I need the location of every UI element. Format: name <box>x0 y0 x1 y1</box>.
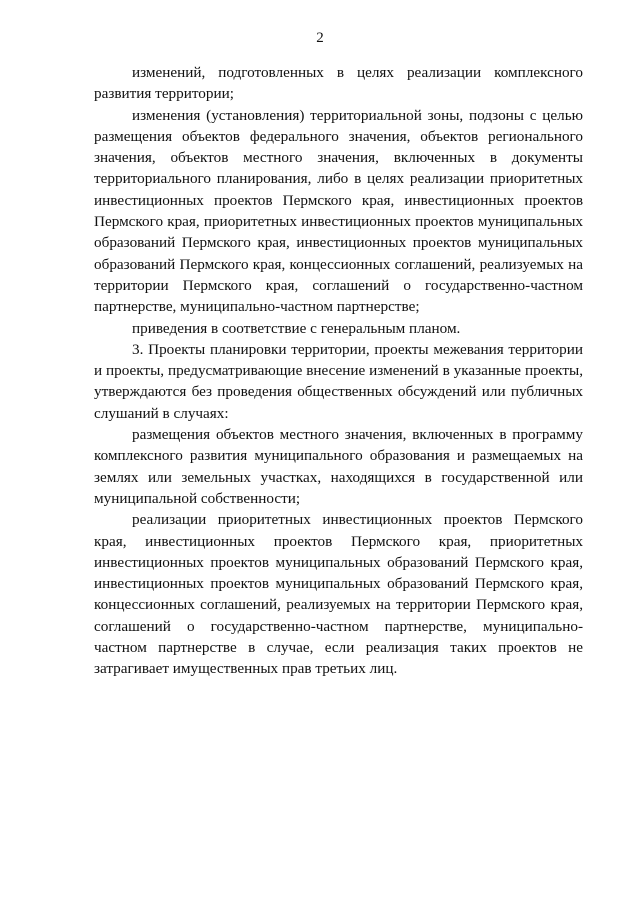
paragraph-continuation: изменений, подготовленных в целях реализации комплексного развития территории; <box>94 64 583 103</box>
paragraph-section-3: 3. Проекты планировки территории, проекты межевания территории и проекты, предусматривающие внесение изменений в указанные проекты, утверждаются без проведения общественных обсуждений или публичных слушаний в случаях: <box>94 340 583 422</box>
paragraph-general-plan: приведения в соответствие с генеральным планом. <box>132 319 461 337</box>
paragraph-local-objects: размещения объектов местного значения, включенных в программу комплексного развития муниципального образования и размещаемых на землях или земельных участках, находящихся в государственной или муниципальной собственности; <box>94 426 583 507</box>
paragraph-zone-change: изменения (установления) территориальной зоны, подзоны с целью размещения объектов федерального значения, объектов регионального значения, объектов местного значения, включенных в документы территориального планирования, либо в целях реализации приоритетных инвестиционных проектов Пермского края, инвестиционных проектов Пермского края, приоритетных инвестиционных проектов муниципальных образований Пермского края, инвестиционных проектов муниципальных образований Пермского края, концессионных соглашений, реализуемых на территории Пермского края, соглашений о государственно-частном партнерстве, муниципально-частном партнерстве; <box>94 106 583 316</box>
paragraph-investment-projects: реализации приоритетных инвестиционных проектов Пермского края, инвестиционных проектов Пермского края, приоритетных инвестиционных проектов муниципальных образований Пермского края, инвестиционных проектов муниципальных образований Пермского края, концессионных соглашений, реализуемых на территории Пермского края, соглашений о государственно-частном партнерстве, муниципально-частном партнерстве в случае, если реализация таких проектов не затрагивает имущественных прав третьих лиц. <box>94 511 583 678</box>
page-number: 2 <box>316 30 324 46</box>
document-body <box>94 62 583 680</box>
